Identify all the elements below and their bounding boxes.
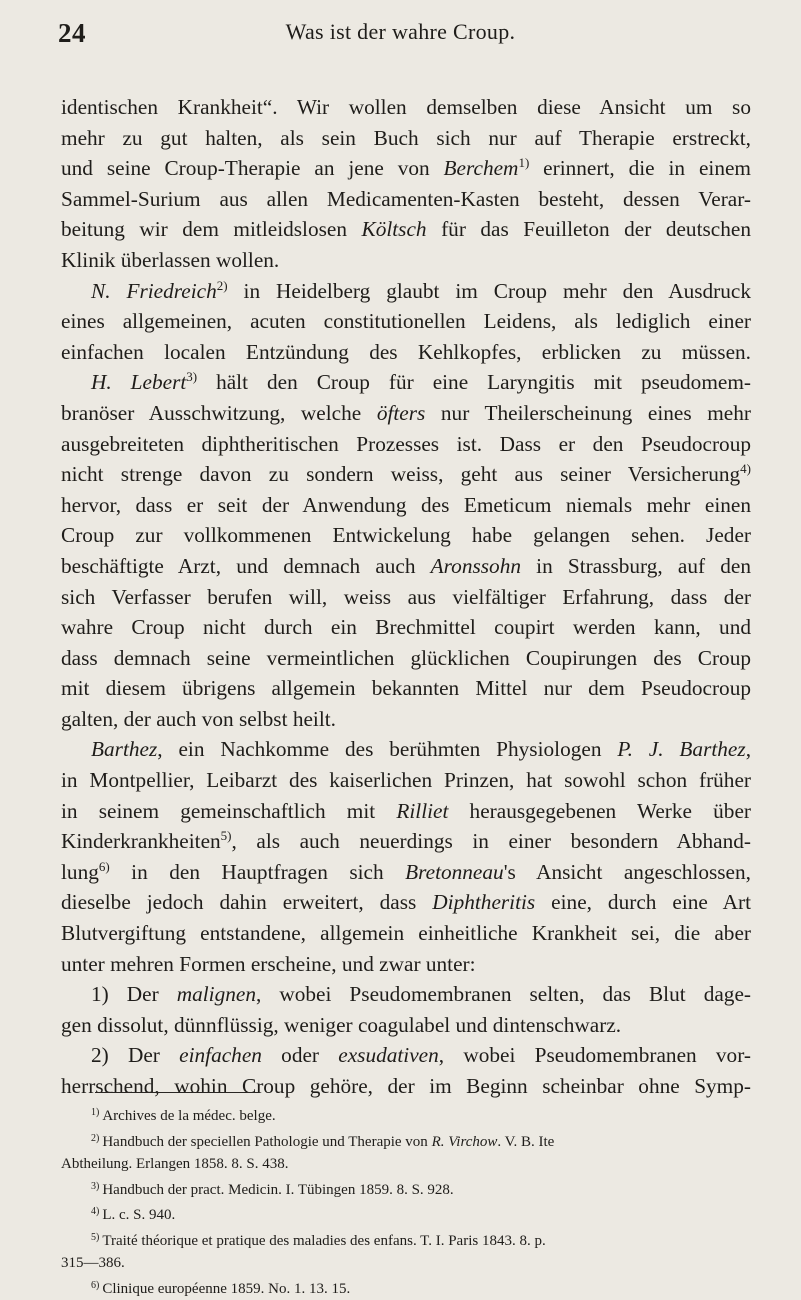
footnote: $^{3)}$ Handbuch der pract. Medicin. I. Tübingen 1859. 8. S. 928. bbox=[61, 1176, 751, 1202]
text-line: in seinem gemeinschaftlich mit Rilliet herausgegebenen Werke über bbox=[61, 796, 751, 827]
text-line: dieselbe jedoch dahin erweitert, dass Diphtheritis eine, durch eine Art bbox=[61, 887, 751, 918]
footnote-continuation: Abtheilung. Erlangen 1858. 8. S. 438. bbox=[61, 1153, 751, 1176]
text-line: unter mehren Formen erscheine, und zwar unter: bbox=[61, 949, 751, 980]
footnote-ref: 6) bbox=[99, 859, 110, 874]
author-name: Berchem bbox=[444, 156, 519, 180]
text-line: branöser Ausschwitzung, welche öfters nur Theilerscheinung eines mehr bbox=[61, 398, 751, 429]
footnote: $^{1)}$ Archives de la médec. belge. bbox=[61, 1102, 751, 1128]
author-name: Barthez bbox=[91, 737, 157, 761]
author-name: R. Virchow bbox=[432, 1134, 498, 1150]
text-line: 2) Der einfachen oder exsudativen, wobei Pseudomembranen vor- bbox=[61, 1040, 751, 1071]
footnote-ref: 4) bbox=[740, 461, 751, 476]
paragraph-3 bbox=[61, 734, 751, 979]
footnote-ref: 3) bbox=[186, 369, 197, 384]
footnote-divider bbox=[95, 1092, 259, 1093]
footnote-ref: 1) bbox=[518, 155, 529, 170]
text-line: Sammel-Surium aus allen Medicamenten-Kasten besteht, dessen Verar- bbox=[61, 184, 751, 215]
text-line: in Montpellier, Leibarzt des kaiserlichen Prinzen, hat sowohl schon früher bbox=[61, 765, 751, 796]
footnote: $^{2)}$ Handbuch der speciellen Pathologie und Therapie von R. Virchow. V. B. Ite bbox=[61, 1128, 751, 1154]
text-line: 1) Der malignen, wobei Pseudomembranen selten, das Blut dage- bbox=[61, 979, 751, 1010]
text-line: eines allgemeinen, acuten constitutionellen Leidens, als lediglich einer bbox=[61, 306, 751, 337]
text-line: Klinik überlassen wollen. bbox=[61, 245, 751, 276]
emphasis: einfachen bbox=[179, 1043, 262, 1067]
text-line: beitung wir dem mitleidslosen Költsch für das Feuilleton der deutschen bbox=[61, 214, 751, 245]
footnote: $^{6)}$ Clinique européenne 1859. No. 1. 13. 15. bbox=[61, 1275, 751, 1300]
body-text bbox=[61, 92, 751, 1102]
text-line: Croup zur vollkommenen Entwickelung habe gelangen sehen. Jeder bbox=[61, 520, 751, 551]
text-line: H. Lebert$^{3)}$ hält den Croup für eine Laryngitis mit pseudomem- bbox=[61, 367, 751, 398]
text-line: hervor, dass er seit der Anwendung des Emeticum niemals mehr einen bbox=[61, 490, 751, 521]
text-line: einfachen localen Entzündung des Kehlkopfes, erblicken zu müssen. bbox=[61, 337, 751, 368]
list-item-1 bbox=[61, 979, 751, 1040]
text-line: Kinderkrankheiten$^{5)}$, als auch neuerdings in einer besondern Abhand- bbox=[61, 826, 751, 857]
text-line: Barthez, ein Nachkomme des berühmten Physiologen P. J. Barthez, bbox=[61, 734, 751, 765]
emphasis: Diphtheritis bbox=[432, 890, 535, 914]
footnote: $^{4)}$ L. c. S. 940. bbox=[61, 1201, 751, 1227]
footnote-continuation: 315—386. bbox=[61, 1252, 751, 1275]
text-line: nicht strenge davon zu sondern weiss, geht aus seiner Versicherung$^{4)}$ bbox=[61, 459, 751, 490]
author-name: H. Lebert bbox=[91, 370, 186, 394]
text-line: Blutvergiftung entstandene, allgemein einheitliche Krankheit sei, die aber bbox=[61, 918, 751, 949]
author-name: P. J. Barthez bbox=[617, 737, 745, 761]
author-name: Aronssohn bbox=[431, 554, 521, 578]
emphasis: öfters bbox=[377, 401, 426, 425]
text-line: herrschend, wohin Croup gehöre, der im Beginn scheinbar ohne Symp- bbox=[61, 1071, 751, 1102]
text-line: wahre Croup nicht durch ein Brechmittel coupirt werden kann, und bbox=[61, 612, 751, 643]
footnote-ref: 5) bbox=[221, 828, 232, 843]
text-line: mit diesem übrigens allgemein bekannten Mittel nur dem Pseudocroup bbox=[61, 673, 751, 704]
emphasis: malignen bbox=[177, 982, 256, 1006]
text-line: identischen Krankheit“. Wir wollen demselben diese Ansicht um so bbox=[61, 92, 751, 123]
text-line: und seine Croup-Therapie an jene von Berchem$^{1)}$ erinnert, die in einem bbox=[61, 153, 751, 184]
page-number: 24 bbox=[58, 18, 86, 49]
text-line: N. Friedreich$^{2)}$ in Heidelberg glaubt im Croup mehr den Ausdruck bbox=[61, 276, 751, 307]
text-line: galten, der auch von selbst heilt. bbox=[61, 704, 751, 735]
text-line: dass demnach seine vermeintlichen glücklichen Coupirungen des Croup bbox=[61, 643, 751, 674]
page-header bbox=[0, 0, 801, 50]
emphasis: exsudativen bbox=[338, 1043, 439, 1067]
text-line: ausgebreiteten diphtheritischen Prozesses ist. Dass er den Pseudocroup bbox=[61, 429, 751, 460]
author-name: Bretonneau bbox=[405, 860, 504, 884]
text-line: sich Verfasser berufen will, weiss aus vielfältiger Erfahrung, dass der bbox=[61, 582, 751, 613]
text-line: mehr zu gut halten, als sein Buch sich nur auf Therapie erstreckt, bbox=[61, 123, 751, 154]
footnotes bbox=[61, 1102, 751, 1300]
text-line: beschäftigte Arzt, und demnach auch Aronssohn in Strassburg, auf den bbox=[61, 551, 751, 582]
footnote-ref: 2) bbox=[217, 278, 228, 293]
text-line: gen dissolut, dünnflüssig, weniger coagulabel und dintenschwarz. bbox=[61, 1010, 751, 1041]
author-name: N. Friedreich bbox=[91, 279, 217, 303]
text-line: lung$^{6)}$ in den Hauptfragen sich Bretonneau's Ansicht angeschlossen, bbox=[61, 857, 751, 888]
author-name: Költsch bbox=[362, 217, 427, 241]
footnote: $^{5)}$ Traité théorique et pratique des maladies des enfans. T. I. Paris 1843. 8. p. bbox=[61, 1227, 751, 1253]
paragraph-1 bbox=[61, 92, 751, 276]
running-title: Was ist der wahre Croup. bbox=[0, 19, 801, 45]
paragraph-2 bbox=[61, 276, 751, 735]
author-name: Rilliet bbox=[396, 799, 448, 823]
